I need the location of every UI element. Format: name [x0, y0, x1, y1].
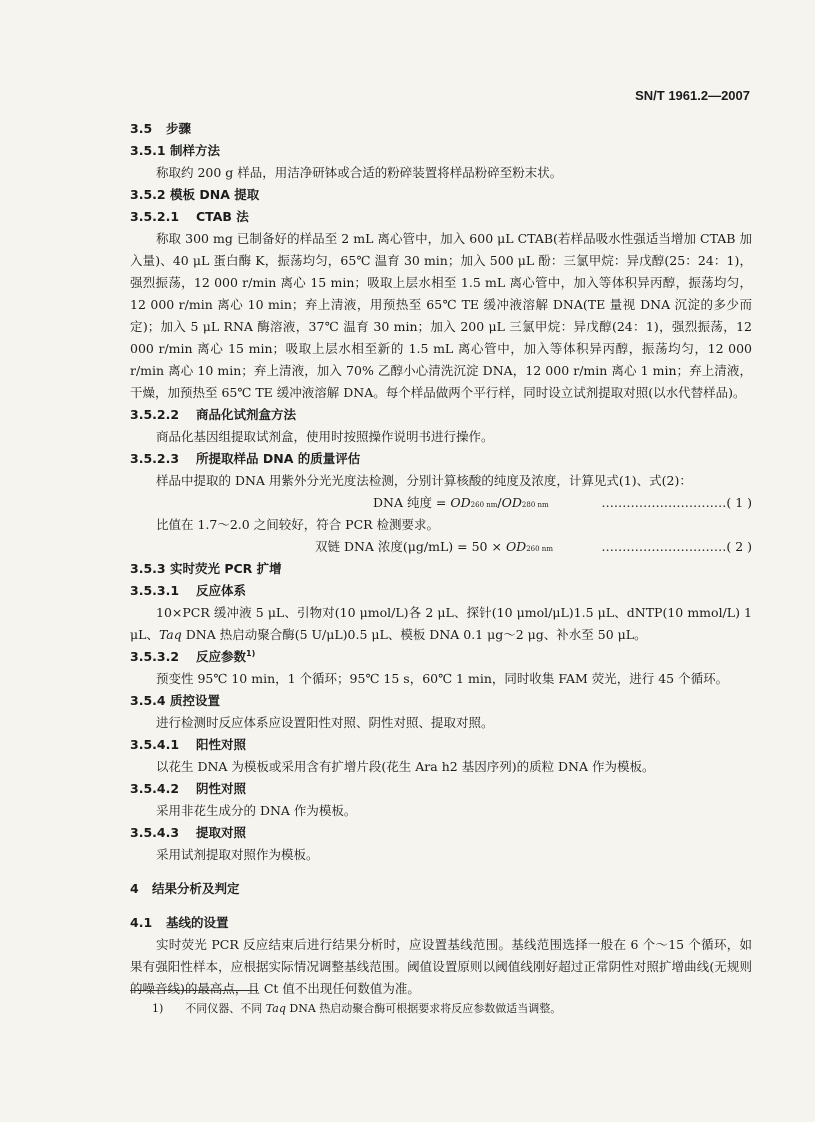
heading-3-5-4	[130, 690, 752, 712]
footnote-divider	[130, 990, 258, 991]
heading-number: 3.5.2.1	[130, 209, 180, 224]
paragraph-ctab-method: 称取 300 mg 已制备好的样品至 2 mL 离心管中，加入 600 μL CTAB(若样品吸水性强适当增加 CTAB 加入量)、40 μL 蛋白酶 K，振荡均匀，65℃ 温育 30 min；加入 500 μL 酚：三氯甲烷：异戊醇(25：24：1)，强烈振荡，12 000 r/min 离心 15 min；吸取上层水相至 1.5 mL 离心管中，加入等体积异丙醇，振荡均匀，12 000 r/min 离心 10 min；弃上清液，用预热至 65℃ TE 缓冲液溶解 DNA(TE 量视 DNA 沉淀的多少而定)；加入 5 μL RNA 酶溶液，37℃ 温育 30 min；加入 200 μL 三氯甲烷：异戊醇(24：1)，强烈振荡，12 000 r/min 离心 15 min；吸取上层水相至新的 1.5 mL 离心管中，加入等体积异丙醇，振荡均匀，12 000 r/min 离心 10 min；弃上清液，加入 70% 乙醇小心清洗沉淀 DNA，12 000 r/min 离心 1 min；弃上清液，干燥，加预热至 65℃ TE 缓冲液溶解 DNA。每个样品做两个平行样，同时设立试剂提取对照(以水代替样品)。	[130, 231, 752, 400]
paragraph-extraction-control: 采用试剂提取对照作为模板。	[156, 847, 319, 862]
heading-title: 实时荧光 PCR 扩增	[170, 561, 282, 576]
equation-2-number: …………………………( 2 )	[601, 539, 752, 554]
heading-3-5-3-1	[130, 580, 752, 602]
heading-title: 阴性对照	[196, 781, 247, 796]
heading-title: 基线的设置	[166, 915, 229, 930]
heading-number: 3.5.3.2	[130, 649, 180, 664]
heading-title: CTAB 法	[196, 209, 249, 224]
eq1-lhs: DNA 纯度 =	[373, 495, 451, 510]
heading-number: 3.5.4.2	[130, 781, 180, 796]
heading-3-5-4-1	[130, 734, 752, 756]
heading-3-5-4-2	[130, 778, 752, 800]
heading-title: 所提取样品 DNA 的质量评估	[196, 451, 361, 466]
heading-3-5-2-3	[130, 448, 752, 470]
heading-title: 步骤	[166, 121, 192, 136]
paragraph-reaction-params: 预变性 95℃ 10 min，1 个循环；95℃ 15 s，60℃ 1 min，同时收集 FAM 荧光，进行 45 个循环。	[156, 671, 729, 686]
heading-number: 3.5.3.1	[130, 583, 180, 598]
footnote-mark: 1)	[152, 1002, 164, 1015]
heading-number: 4	[130, 881, 139, 896]
footnote-text-b: DNA 热启动聚合酶可根据要求将反应参数做适当调整。	[285, 1002, 562, 1015]
paragraph-quality-eval: 样品中提取的 DNA 用紫外分光光度法检测，分别计算核酸的纯度及浓度，计算见式(1)、式(2)：	[156, 473, 692, 488]
paragraph-negative-control: 采用非花生成分的 DNA 作为模板。	[156, 803, 357, 818]
section-gap	[130, 900, 752, 912]
heading-3-5-3-2	[130, 646, 752, 668]
paragraph-positive-control: 以花生 DNA 为模板或采用含有扩增片段(花生 Ara h2 基因序列)的质粒 DNA 作为模板。	[156, 759, 655, 774]
eq1-sub-a: 260 nm	[470, 501, 498, 509]
heading-4	[130, 878, 752, 900]
equation-1-number: …………………………( 1 )	[601, 495, 752, 510]
eq2-sub: 260 nm	[526, 545, 553, 553]
paragraph-ratio: 比值在 1.7～2.0 之间较好，符合 PCR 检测要求。	[156, 517, 440, 532]
footnote-taq-term: Taq	[265, 1002, 286, 1015]
heading-3-5-2-1	[130, 206, 752, 228]
eq1-sub-b: 280 nm	[521, 501, 549, 509]
heading-3-5-4-3	[130, 822, 752, 844]
standard-number: SN/T 1961.2—2007	[635, 88, 750, 103]
paragraph-sample-prep: 称取约 200 g 样品，用洁净研钵或合适的粉碎装置将样品粉碎至粉末状。	[156, 165, 563, 180]
reaction-text-b: DNA 热启动聚合酶(5 U/μL)0.5 μL、模板 DNA 0.1 μg～2 μg、补水至 50 μL。	[181, 627, 647, 642]
heading-number: 3.5.4	[130, 693, 166, 708]
heading-4-1	[130, 912, 752, 934]
heading-number: 4.1	[130, 915, 153, 930]
paragraph-qc-setup: 进行检测时反应体系应设置阳性对照、阴性对照、提取对照。	[156, 715, 494, 730]
heading-title: 模板 DNA 提取	[170, 187, 260, 202]
heading-title: 反应体系	[196, 583, 247, 598]
paragraph-baseline: 实时荧光 PCR 反应结束后进行结果分析时，应设置基线范围。基线范围选择一般在 6 个～15 个循环，如果有强阳性样本，应根据实际情况调整基线范围。阈值设置原则以阈值线刚好超过正常阴性对照扩增曲线(无规则的噪音线)的最高点，且 Ct 值不出现任何数值为准。	[130, 937, 752, 996]
eq1-od-b: OD	[501, 495, 522, 510]
heading-number: 3.5.2	[130, 187, 166, 202]
heading-number: 3.5.3	[130, 561, 166, 576]
paragraph-kit-method: 商品化基因组提取试剂盒，使用时按照操作说明书进行操作。	[156, 429, 494, 444]
section-gap	[130, 866, 752, 878]
heading-number: 3.5.4.1	[130, 737, 180, 752]
heading-number: 3.5	[130, 121, 153, 136]
heading-title: 阳性对照	[196, 737, 247, 752]
heading-3-5-3	[130, 558, 752, 580]
equation-1-expression	[373, 492, 549, 516]
eq2-lhs: 双链 DNA 浓度(μg/mL) = 50 ×	[315, 539, 506, 554]
heading-number: 3.5.2.3	[130, 451, 180, 466]
eq2-od: OD	[505, 539, 527, 554]
equation-2	[130, 536, 752, 558]
paragraph-reaction-system	[130, 602, 752, 646]
reaction-text-a: 10×PCR 缓冲液 5 μL、引物对(10 μmol/L)各 2 μL、探针(10 μmol/μL)1.5 μL、dNTP(10 mmol/L) 1 μL、	[130, 605, 752, 642]
heading-title: 制样方法	[170, 143, 221, 158]
heading-title: 提取对照	[196, 825, 247, 840]
heading-title: 质控设置	[170, 693, 221, 708]
footnote-text-a: 不同仪器、不同	[185, 1002, 266, 1015]
heading-title: 反应参数	[196, 649, 247, 664]
equation-1	[130, 492, 752, 514]
equation-2-expression	[315, 536, 553, 560]
heading-title: 结果分析及判定	[152, 881, 240, 896]
heading-3-5-2	[130, 184, 752, 206]
heading-3-5-2-2	[130, 404, 752, 426]
taq-term: Taq	[158, 627, 182, 642]
eq1-slash: /	[497, 495, 502, 510]
heading-number: 3.5.4.3	[130, 825, 180, 840]
footnote	[152, 1000, 561, 1016]
heading-3-5	[130, 118, 752, 140]
heading-number: 3.5.1	[130, 143, 166, 158]
heading-title: 商品化试剂盒方法	[196, 407, 297, 422]
eq1-od-a: OD	[450, 495, 471, 510]
footnote-reference[interactable]: 1)	[246, 648, 256, 658]
heading-number: 3.5.2.2	[130, 407, 180, 422]
page-content	[130, 118, 752, 1000]
heading-3-5-1	[130, 140, 752, 162]
